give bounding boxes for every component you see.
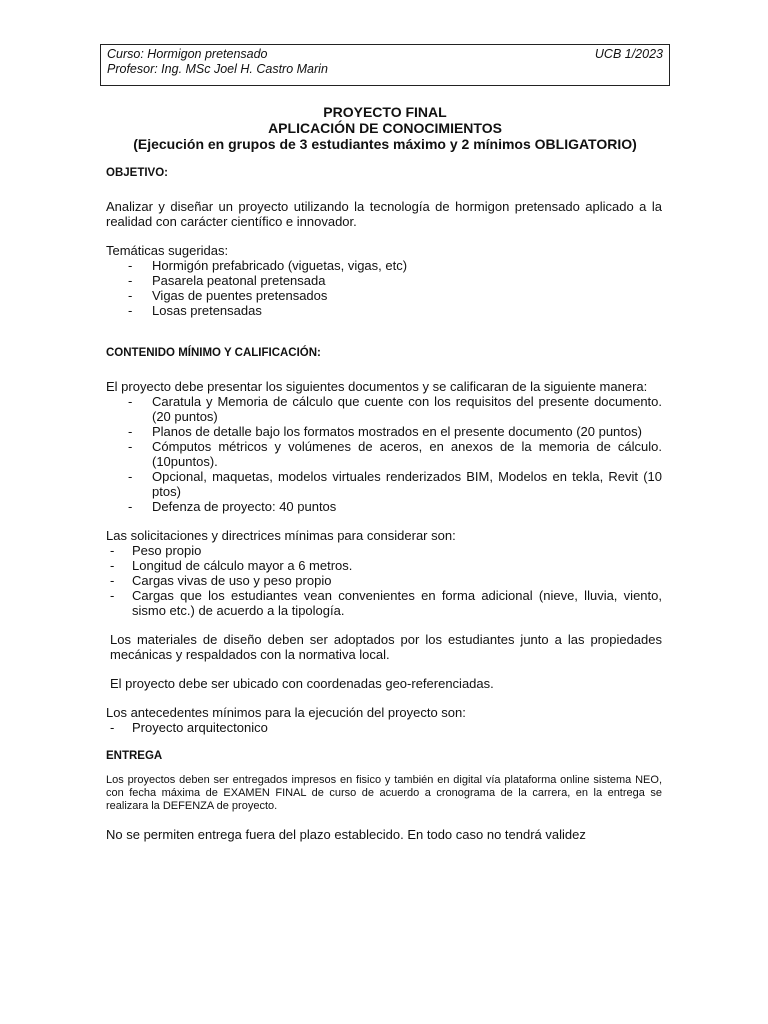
tematicas-list: [106, 258, 662, 318]
entrega-heading: ENTREGA: [106, 750, 163, 762]
list-item: - Opcional, maquetas, modelos virtuales renderizados BIM, Modelos en tekla, Revit (10 ptos): [106, 469, 662, 499]
objetivo-heading: OBJETIVO:: [106, 167, 168, 179]
entrega-closing: No se permiten entrega fuera del plazo establecido. En todo caso no tendrá validez: [106, 827, 586, 842]
list-item: - Cargas vivas de uso y peso propio: [106, 573, 662, 588]
title-block: [100, 104, 670, 152]
title-line-1: PROYECTO FINAL: [323, 104, 447, 120]
entrega-text: Los proyectos deben ser entregados impresos en fisico y también en digital vía plataforma online sistema NEO, con fecha máxima de EXAMEN FINAL de curso de acuerdo a cronograma de la carrera, en la entrega se realizara la DEFENZA de proyecto.: [106, 774, 662, 812]
title-line-3: (Ejecución en grupos de 3 estudiantes máximo y 2 mínimos OBLIGATORIO): [133, 136, 637, 152]
professor-label: Profesor: Ing. MSc Joel H. Castro Marin: [107, 62, 328, 76]
ubicacion-text: El proyecto debe ser ubicado con coordenadas geo-referenciadas.: [110, 676, 494, 691]
list-item: - Planos de detalle bajo los formatos mostrados en el presente documento (20 puntos): [106, 424, 662, 439]
list-item: - Longitud de cálculo mayor a 6 metros.: [106, 558, 662, 573]
list-item: - Pasarela peatonal pretensada: [106, 273, 662, 288]
document-body: [106, 166, 662, 842]
tematicas-intro: Temáticas sugeridas:: [106, 243, 229, 258]
list-item: - Cargas que los estudiantes vean convenientes en forma adicional (nieve, lluvia, viento, sismo etc.) de acuerdo a la tipología.: [106, 588, 662, 618]
list-item: - Hormigón prefabricado (viguetas, vigas, etc): [106, 258, 662, 273]
list-item: - Peso propio: [106, 543, 662, 558]
course-code: UCB 1/2023: [594, 47, 663, 61]
objetivo-text: Analizar y diseñar un proyecto utilizando la tecnología de hormigon pretensado aplicado a la realidad con carácter científico e innovador.: [106, 199, 662, 229]
title-line-2: APLICACIÓN DE CONOCIMIENTOS: [268, 120, 502, 136]
list-item: - Caratula y Memoria de cálculo que cuente con los requisitos del presente documento. (20 puntos): [106, 394, 662, 424]
solicitaciones-intro: Las solicitaciones y directrices mínimas para considerar son:: [106, 528, 456, 543]
antecedentes-list: [106, 720, 662, 735]
list-item: - Proyecto arquitectonico: [106, 720, 662, 735]
list-item: - Defenza de proyecto: 40 puntos: [106, 499, 662, 514]
solicitaciones-list: [106, 543, 662, 618]
contenido-intro: El proyecto debe presentar los siguientes documentos y se calificaran de la siguiente manera:: [106, 379, 648, 394]
contenido-list: [106, 394, 662, 514]
contenido-heading: CONTENIDO MÍNIMO Y CALIFICACIÓN:: [106, 347, 321, 359]
header-box: [100, 44, 670, 86]
antecedentes-intro: Los antecedentes mínimos para la ejecución del proyecto son:: [106, 705, 466, 720]
list-item: - Cómputos métricos y volúmenes de aceros, en anexos de la memoria de cálculo. (10puntos).: [106, 439, 662, 469]
materiales-text: Los materiales de diseño deben ser adoptados por los estudiantes junto a las propiedades mecánicas y respaldados con la normativa local.: [110, 632, 662, 662]
list-item: - Losas pretensadas: [106, 303, 662, 318]
course-label: Curso: Hormigon pretensado: [107, 47, 268, 61]
list-item: - Vigas de puentes pretensados: [106, 288, 662, 303]
